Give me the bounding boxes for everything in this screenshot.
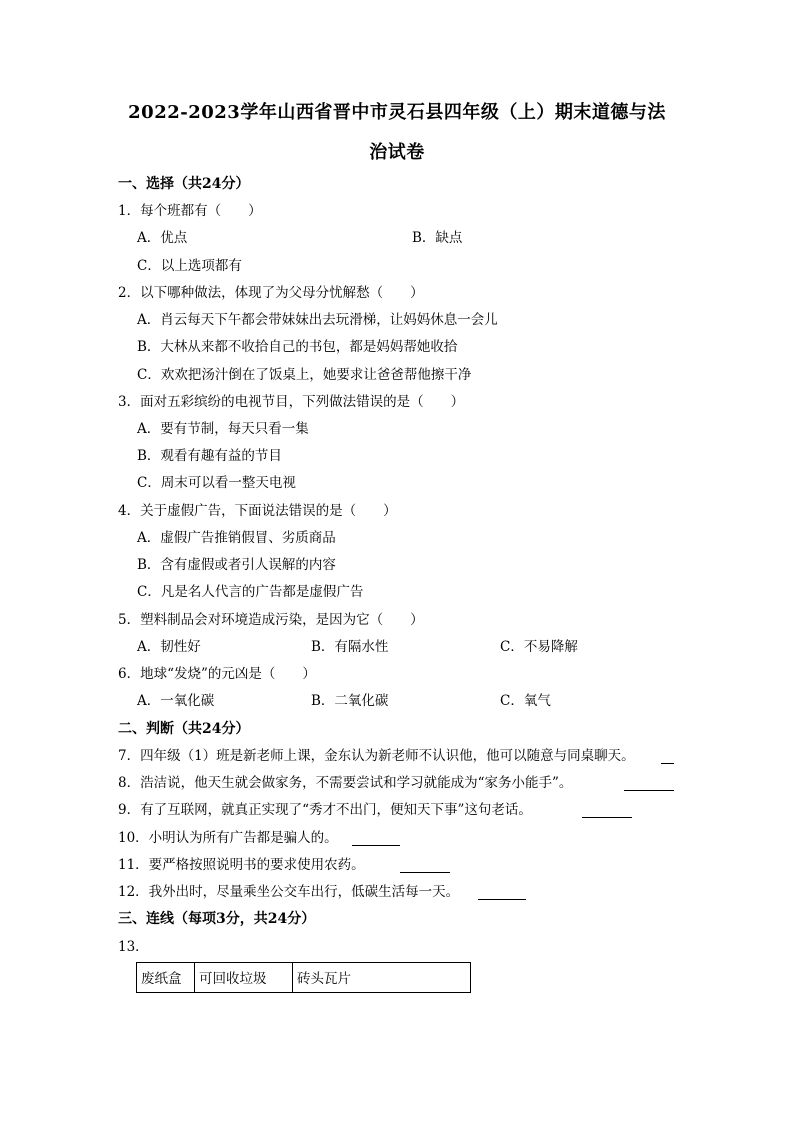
answer-blank-9[interactable] bbox=[582, 805, 632, 818]
answer-blank-10[interactable] bbox=[352, 833, 400, 846]
question-1-option-b: B．缺点 bbox=[412, 230, 463, 246]
question-3-option-a: A．要有节制，每天只看一集 bbox=[137, 421, 309, 437]
question-3-option-b: B．观看有趣有益的节目 bbox=[137, 448, 282, 464]
question-4-option-c: C．凡是名人代言的广告都是虚假广告 bbox=[137, 584, 364, 600]
question-5: 5．塑料制品会对环境造成污染，是因为它（ ） bbox=[118, 612, 424, 628]
answer-blank-8[interactable] bbox=[624, 778, 674, 791]
question-1: 1．每个班都有（ ） bbox=[118, 203, 262, 219]
question-5-option-c: C．不易降解 bbox=[500, 639, 578, 655]
question-2-option-b: B．大林从来都不收拾自己的书包，都是妈妈帮她收拾 bbox=[137, 339, 458, 355]
question-9: 9．有了互联网，就真正实现了“秀才不出门，便知天下事”这句老话。 bbox=[118, 802, 532, 818]
question-6-option-c: C．氧气 bbox=[500, 693, 551, 709]
question-1-option-a: A．优点 bbox=[137, 230, 188, 246]
table-cell: 废纸盒 bbox=[137, 963, 195, 993]
exam-title-line2: 治试卷 bbox=[369, 142, 425, 163]
section-heading-judge: 二、判断（共24分） bbox=[118, 721, 250, 737]
matching-table bbox=[136, 962, 471, 993]
table-cell: 可回收垃圾 bbox=[195, 963, 293, 993]
question-8: 8．浩洁说，他天生就会做家务，不需要尝试和学习就能成为“家务小能手”。 bbox=[118, 775, 573, 791]
question-5-option-a: A．韧性好 bbox=[137, 639, 201, 655]
question-2-option-c: C．欢欢把汤汁倒在了饭桌上，她要求让爸爸帮他擦干净 bbox=[137, 367, 472, 383]
question-7: 7．四年级（1）班是新老师上课，金东认为新老师不认识他，他可以随意与同桌聊天。 bbox=[118, 748, 635, 764]
question-10: 10．小明认为所有广告都是骗人的。 bbox=[118, 830, 338, 846]
question-4: 4．关于虚假广告，下面说法错误的是（ ） bbox=[118, 503, 397, 519]
section-heading-matching: 三、连线（每项3分，共24分） bbox=[118, 911, 316, 927]
answer-blank-12[interactable] bbox=[478, 887, 526, 900]
question-2: 2．以下哪种做法，体现了为父母分忧解愁（ ） bbox=[118, 285, 424, 301]
question-6-option-b: B．二氧化碳 bbox=[311, 693, 389, 709]
question-1-option-c: C．以上选项都有 bbox=[137, 258, 242, 274]
question-3-option-c: C．周末可以看一整天电视 bbox=[137, 475, 296, 491]
question-4-option-b: B．含有虚假或者引人误解的内容 bbox=[137, 557, 336, 573]
exam-title-line1: 2022-2023学年山西省晋中市灵石县四年级（上）期末道德与法 bbox=[128, 102, 666, 123]
table-cell: 砖头瓦片 bbox=[293, 963, 471, 993]
question-5-option-b: B．有隔水性 bbox=[311, 639, 389, 655]
answer-blank-11[interactable] bbox=[400, 860, 450, 873]
question-13: 13． bbox=[118, 939, 149, 955]
table-row bbox=[137, 963, 471, 993]
question-11: 11．要严格按照说明书的要求使用农药。 bbox=[118, 857, 365, 873]
question-3: 3．面对五彩缤纷的电视节目，下列做法错误的是（ ） bbox=[118, 394, 465, 410]
question-12: 12．我外出时，尽量乘坐公交车出行，低碳生活每一天。 bbox=[118, 884, 460, 900]
answer-blank-7[interactable] bbox=[661, 751, 674, 764]
question-6: 6．地球“发烧”的元凶是（ ） bbox=[118, 666, 316, 682]
question-6-option-a: A．一氧化碳 bbox=[137, 693, 215, 709]
question-4-option-a: A．虚假广告推销假冒、劣质商品 bbox=[137, 530, 336, 546]
question-2-option-a: A．肖云每天下午都会带妹妹出去玩滑梯，让妈妈休息一会儿 bbox=[137, 312, 498, 328]
section-heading-choice: 一、选择（共24分） bbox=[118, 176, 250, 192]
